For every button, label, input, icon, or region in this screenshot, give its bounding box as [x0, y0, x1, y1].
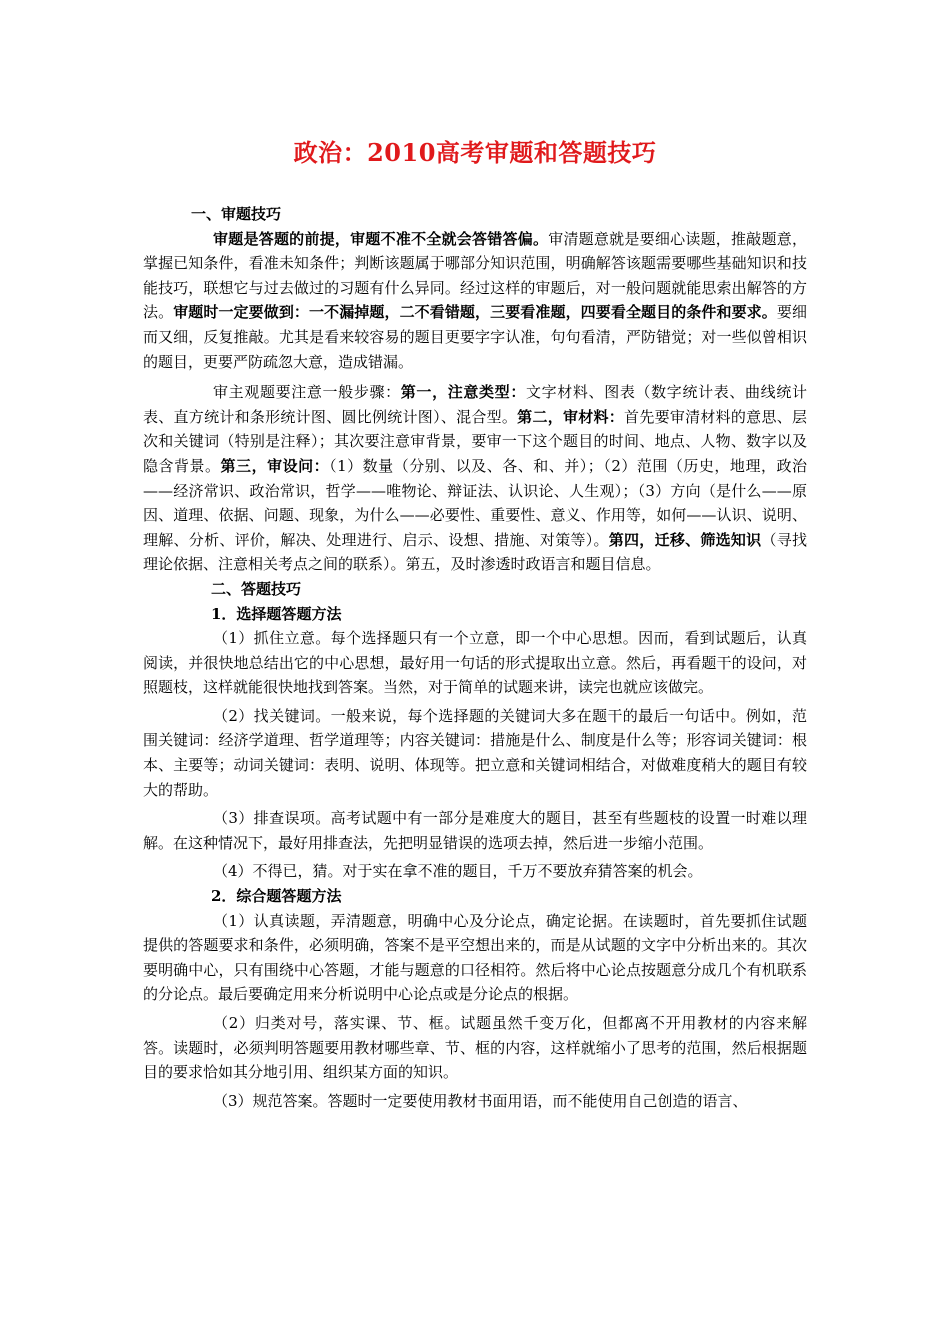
text: （寻找理论依据、注意相关考点之间的联系）。第五，及时渗透时政语言和题目信息。 — [143, 530, 807, 574]
text: 审清题意就是要细心读题，推敲题意，掌握已知条件，看准未知条件；判断该题属于哪部分知识范围，明确解答该题需要哪些基础知识和技能技巧，联想它与过去做过的习题有什么异同。经过这样的审题后，对一般问题就能思索出解答的方法。 — [143, 229, 807, 322]
paragraph-comprehensive-2: （2）归类对号，落实课、节、框。试题虽然千变万化，但都离不开用教材的内容来解答。读题时，必须判明答题要用教材哪些章、节、框的内容，这样就缩小了思考的范围，然后根据题目的要求恰如其分地引用、组织某方面的知识。 — [143, 1014, 807, 1082]
page-title: 政治：2010高考审题和答题技巧 — [293, 138, 657, 167]
text: 要细而又细，反复推敲。尤其是看来较容易的题目更要字字认准，句句看清，严防错觉；对一些似曾相识的题目，更要严防疏忽大意，造成错漏。 — [143, 303, 807, 371]
paragraph-comprehensive-3: （3）规范答案。答题时一定要使用教材书面用语，而不能使用自己创造的语言、 — [213, 1091, 748, 1110]
section-heading-review: 一、审题技巧 — [191, 205, 282, 223]
text: 首先要审清材料的意思、层次和关键词（特别是注释）；其次要注意审背景，要审一下这个题目的时间、地点、人物、数字以及隐含背景。 — [143, 407, 807, 475]
subsection-heading-choice: 1．选择题答题方法 — [211, 604, 342, 623]
bold-text: 审题是答题的前提，审题不准不全就会答错答偏。 — [213, 229, 549, 248]
paragraph-choice-4: （4）不得已，猜。对于实在拿不准的题目，千万不要放弃猜答案的机会。 — [213, 862, 703, 881]
section-heading-answer: 二、答题技巧 — [211, 579, 302, 598]
text: （1）数量（分别、以及、各、和、并）；（2）范围（历史，地理，政治——经济常识、政治常识，哲学——唯物论、辩证法、认识论、人生观）；（3）方向（是什么——原因、道理、依据、问题、现象，为什么——必要性、重要性、意义、作用等，如何——认识、说明、理解、分析、评价，解决、处理进行、启示、设想、措施、对策等）。 — [143, 456, 807, 549]
paragraph-choice-2: （2）找关键词。一般来说，每个选择题的关键词大多在题干的最后一句话中。例如，范围关键词：经济学道理、哲学道理等；内容关键词：措施是什么、制度是什么等；形容词关键词：根本、主要等；动词关键词：表明、说明、体现等。把立意和关键词相结合，对做难度稍大的题目有较大的帮助。 — [143, 706, 807, 799]
paragraph-comprehensive-1: （1）认真读题，弄清题意，明确中心及分论点，确定论据。在读题时，首先要抓住试题提供的答题要求和条件，必须明确，答案不是平空想出来的，而是从试题的文字中分析出来的。其次要明确中心，只有围绕中心答题，才能与题意的口径相符。然后将中心论点按题意分成几个有机联系的分论点。最后要确定用来分析说明中心论点或是分论点的根据。 — [143, 911, 807, 1004]
paragraph-review-2 — [143, 380, 807, 577]
bold-text: 第二，审材料： — [517, 407, 625, 426]
subsection-heading-comprehensive: 2．综合题答题方法 — [211, 887, 342, 906]
paragraph-choice-1: （1）抓住立意。每个选择题只有一个立意，即一个中心思想。因而，看到试题后，认真阅读，并很快地总结出它的中心思想，最好用一句话的形式提取出立意。然后，再看题干的设问，对照题枝，这样就能很快地找到答案。当然，对于简单的试题来讲，读完也就应该做完。 — [143, 629, 807, 697]
paragraph-review-1 — [143, 227, 807, 375]
bold-text: 审题时一定要做到：一不漏掉题，二不看错题，三要看准题，四要看全题目的条件和要求。 — [173, 303, 777, 322]
paragraph-choice-3: （3）排查误项。高考试题中有一部分是难度大的题目，甚至有些题枝的设置一时难以理解。在这种情况下，最好用排查法，先把明显错误的选项去掉，然后进一步缩小范围。 — [143, 809, 807, 852]
text: 审主观题要注意一般步骤： — [213, 383, 401, 402]
bold-text: 第三，审设问： — [220, 456, 330, 475]
text: 文字材料、图表（数字统计表、曲线统计表、直方统计和条形统计图、圆比例统计图）、混合型。 — [143, 383, 807, 426]
bold-text: 第四，迁移、筛选知识 — [608, 530, 762, 549]
bold-text: 第一，注意类型： — [400, 383, 526, 402]
document-body — [143, 202, 807, 1113]
